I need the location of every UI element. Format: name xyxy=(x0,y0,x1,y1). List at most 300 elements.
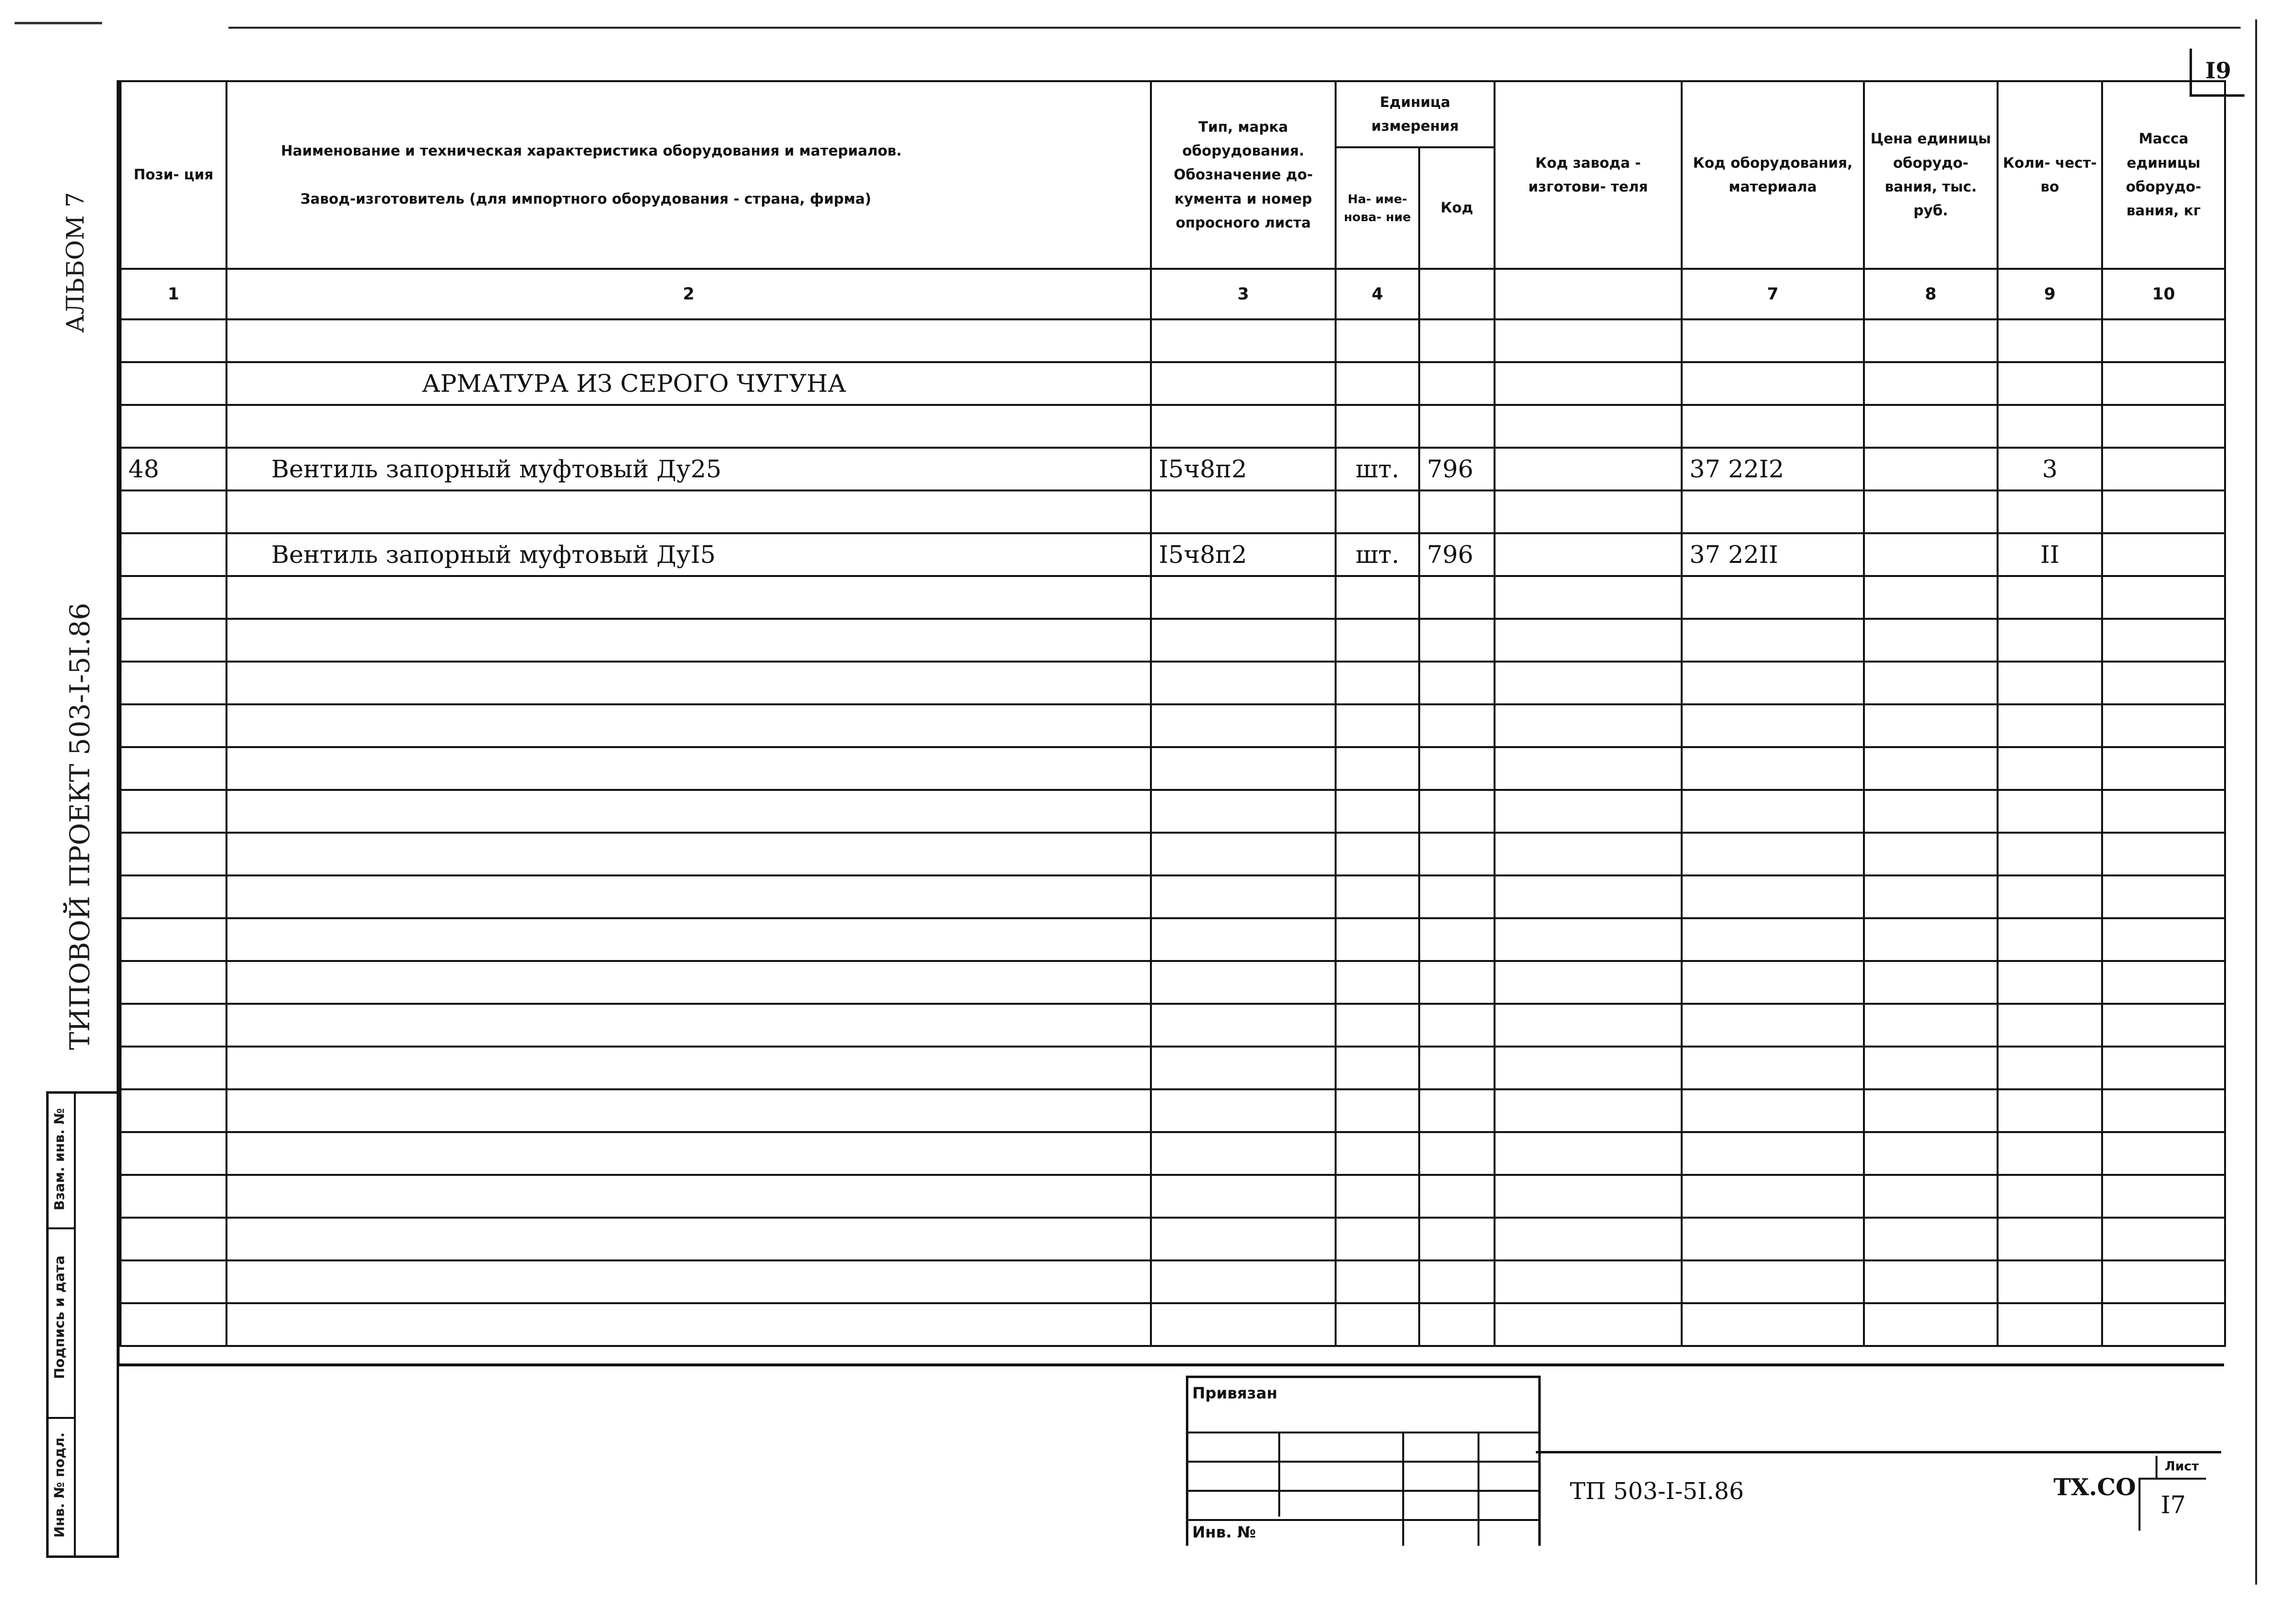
cell-empty xyxy=(121,918,226,961)
inv-no-label: Инв. № xyxy=(1192,1523,1256,1541)
header-position: Пози- ция xyxy=(121,81,226,269)
header-mass: Масса единицы оборудо- вания, кг xyxy=(2102,81,2225,269)
cell-empty xyxy=(1998,875,2102,918)
cell-mass xyxy=(2102,490,2225,533)
cell-empty xyxy=(1682,961,1864,1004)
cell-empty xyxy=(1864,619,1998,662)
cell-empty xyxy=(1682,918,1864,961)
cell-empty xyxy=(2102,1089,2225,1132)
table-row xyxy=(121,918,2225,961)
cell-material-code xyxy=(1682,319,1864,362)
cell-empty xyxy=(226,704,1151,747)
cell-empty xyxy=(1495,747,1682,790)
document-code: ТП 503-I-5I.86 xyxy=(1570,1478,1744,1505)
cell-empty xyxy=(1151,875,1336,918)
cell-empty xyxy=(226,1175,1151,1218)
cell-price xyxy=(1864,319,1998,362)
cell-empty xyxy=(2102,662,2225,704)
cell-empty xyxy=(1151,1260,1336,1303)
cell-empty xyxy=(226,961,1151,1004)
cell-empty xyxy=(1864,918,1998,961)
cell-empty xyxy=(1998,747,2102,790)
cell-empty xyxy=(1495,619,1682,662)
cell-empty xyxy=(1682,1004,1864,1047)
cell-empty xyxy=(1419,1260,1495,1303)
cell-position xyxy=(121,533,226,576)
cell-price xyxy=(1864,533,1998,576)
top-border-line xyxy=(228,27,2241,29)
cell-empty xyxy=(2102,1047,2225,1089)
cell-empty xyxy=(1864,1089,1998,1132)
cell-empty xyxy=(1336,833,1419,875)
cell-unit-code xyxy=(1419,405,1495,448)
cell-empty xyxy=(1864,875,1998,918)
cell-empty xyxy=(121,961,226,1004)
cell-empty xyxy=(1419,1132,1495,1175)
cell-empty xyxy=(1419,619,1495,662)
cell-position: 48 xyxy=(121,448,226,490)
cell-empty xyxy=(1336,619,1419,662)
cell-empty xyxy=(226,790,1151,833)
cell-empty xyxy=(226,1047,1151,1089)
table-row xyxy=(121,1218,2225,1260)
page-number: I9 xyxy=(2190,49,2244,97)
cell-empty xyxy=(1151,1303,1336,1346)
cell-quantity: II xyxy=(1998,533,2102,576)
table-row xyxy=(121,833,2225,875)
cell-empty xyxy=(121,662,226,704)
sheet-number: I7 xyxy=(2139,1478,2206,1531)
cell-empty xyxy=(121,1218,226,1260)
cell-empty xyxy=(1998,619,2102,662)
cell-empty xyxy=(1495,1218,1682,1260)
cell-empty xyxy=(121,875,226,918)
cell-empty xyxy=(1864,704,1998,747)
table-row xyxy=(121,533,2225,576)
cell-factory-code xyxy=(1495,319,1682,362)
cell-empty xyxy=(1864,961,1998,1004)
header-quantity: Коли- чест- во xyxy=(1998,81,2102,269)
cell-empty xyxy=(121,1089,226,1132)
cell-empty xyxy=(2102,918,2225,961)
cell-empty xyxy=(1336,790,1419,833)
header-material-code: Код оборудования, материала xyxy=(1682,81,1864,269)
cell-empty xyxy=(1419,576,1495,619)
cell-empty xyxy=(1151,1132,1336,1175)
cell-empty xyxy=(1419,1303,1495,1346)
column-number-2: 2 xyxy=(226,269,1151,319)
cell-empty xyxy=(2102,576,2225,619)
cell-unit-code: 796 xyxy=(1419,448,1495,490)
cell-mass xyxy=(2102,405,2225,448)
cell-type: I5ч8п2 xyxy=(1151,448,1336,490)
cell-empty xyxy=(1495,1303,1682,1346)
cell-empty xyxy=(1419,1089,1495,1132)
cell-mass xyxy=(2102,448,2225,490)
cell-empty xyxy=(1336,704,1419,747)
table-row xyxy=(121,405,2225,448)
cell-empty xyxy=(1998,1175,2102,1218)
cell-price xyxy=(1864,490,1998,533)
cell-empty xyxy=(226,875,1151,918)
cell-empty xyxy=(1419,1004,1495,1047)
cell-position xyxy=(121,490,226,533)
title-block xyxy=(1536,1451,2221,1548)
cell-material-code: 37 22II xyxy=(1682,533,1864,576)
cell-empty xyxy=(1998,1089,2102,1132)
table-row xyxy=(121,790,2225,833)
cell-empty xyxy=(2102,1218,2225,1260)
cell-empty xyxy=(226,576,1151,619)
cell-empty xyxy=(1495,576,1682,619)
cell-type xyxy=(1151,490,1336,533)
cell-position xyxy=(121,405,226,448)
cell-empty xyxy=(2102,619,2225,662)
table-row xyxy=(121,747,2225,790)
cell-empty xyxy=(1419,704,1495,747)
cell-empty xyxy=(1998,833,2102,875)
cell-unit-code xyxy=(1419,362,1495,405)
cell-empty xyxy=(1495,833,1682,875)
cell-type xyxy=(1151,405,1336,448)
cell-empty xyxy=(2102,1175,2225,1218)
cell-empty xyxy=(1682,1132,1864,1175)
cell-empty xyxy=(2102,875,2225,918)
cell-empty xyxy=(1998,1260,2102,1303)
cell-empty xyxy=(1336,1047,1419,1089)
header-name-line2: Завод-изготовитель (для импортного оборудования - страна, фирма) xyxy=(300,191,871,207)
cell-empty xyxy=(1336,918,1419,961)
table-row xyxy=(121,319,2225,362)
cell-empty xyxy=(2102,961,2225,1004)
table-row xyxy=(121,1004,2225,1047)
cell-empty xyxy=(121,1004,226,1047)
cell-factory-code xyxy=(1495,490,1682,533)
cell-factory-code xyxy=(1495,448,1682,490)
cell-material-code xyxy=(1682,362,1864,405)
document-mark: ТХ.СО xyxy=(2053,1474,2136,1501)
cell-empty xyxy=(1151,662,1336,704)
table-row xyxy=(121,448,2225,490)
cell-empty xyxy=(121,576,226,619)
cell-empty xyxy=(1495,961,1682,1004)
table-row xyxy=(121,1089,2225,1132)
cell-empty xyxy=(1998,1218,2102,1260)
cell-quantity xyxy=(1998,405,2102,448)
cell-empty xyxy=(1495,918,1682,961)
cell-empty xyxy=(1682,1218,1864,1260)
cell-position xyxy=(121,319,226,362)
cell-empty xyxy=(121,747,226,790)
cell-empty xyxy=(226,662,1151,704)
cell-empty xyxy=(121,1047,226,1089)
cell-empty xyxy=(1495,1004,1682,1047)
project-label: ТИПОВОЙ ПРОЕКТ 503-I-5I.86 xyxy=(64,602,96,1050)
cell-empty xyxy=(1151,619,1336,662)
album-label: АЛЬБОМ 7 xyxy=(61,192,89,333)
cell-empty xyxy=(1864,1004,1998,1047)
table-row xyxy=(121,362,2225,405)
header-unit-code: Код xyxy=(1419,147,1495,269)
cell-empty xyxy=(1336,1089,1419,1132)
cell-mass xyxy=(2102,362,2225,405)
column-number-6 xyxy=(1495,269,1682,319)
header-name-line1: Наименование и техническая характеристика оборудования и материалов. xyxy=(281,142,902,159)
cell-empty xyxy=(1151,790,1336,833)
cell-unit xyxy=(1336,490,1419,533)
column-number-7: 7 xyxy=(1682,269,1864,319)
cell-empty xyxy=(1151,1004,1336,1047)
cell-empty xyxy=(1682,747,1864,790)
cell-empty xyxy=(226,1004,1151,1047)
cell-empty xyxy=(1495,1047,1682,1089)
cell-empty xyxy=(1419,1175,1495,1218)
sheet-number-box xyxy=(2139,1456,2199,1534)
cell-empty xyxy=(226,1260,1151,1303)
cell-empty xyxy=(1495,662,1682,704)
cell-name xyxy=(226,405,1151,448)
cell-empty xyxy=(1336,961,1419,1004)
column-number-1: 1 xyxy=(121,269,226,319)
column-number-row xyxy=(121,269,2225,319)
cell-empty xyxy=(1864,833,1998,875)
cell-empty xyxy=(1419,662,1495,704)
cell-factory-code xyxy=(1495,362,1682,405)
cell-empty xyxy=(1864,747,1998,790)
cell-empty xyxy=(2102,704,2225,747)
scan-mark xyxy=(15,22,102,24)
cell-empty xyxy=(1998,1047,2102,1089)
cell-empty xyxy=(2102,790,2225,833)
cell-price xyxy=(1864,405,1998,448)
cell-empty xyxy=(1151,918,1336,961)
cell-empty xyxy=(1419,918,1495,961)
cell-empty xyxy=(1864,1303,1998,1346)
signature-label: Подпись и дата xyxy=(51,1255,68,1380)
cell-empty xyxy=(1998,1132,2102,1175)
cell-empty xyxy=(1682,1089,1864,1132)
cell-empty xyxy=(1864,1218,1998,1260)
cell-price xyxy=(1864,448,1998,490)
table-row xyxy=(121,1047,2225,1089)
cell-type xyxy=(1151,319,1336,362)
header-type: Тип, марка оборудования. Обозначение до- кумента и номер опросного листа xyxy=(1151,81,1336,269)
table-row xyxy=(121,662,2225,704)
column-number-9: 9 xyxy=(1998,269,2102,319)
cell-empty xyxy=(1419,1218,1495,1260)
cell-empty xyxy=(1336,1260,1419,1303)
table-row xyxy=(121,1303,2225,1346)
cell-mass xyxy=(2102,319,2225,362)
cell-empty xyxy=(121,1303,226,1346)
cell-empty xyxy=(1682,704,1864,747)
cell-unit: шт. xyxy=(1336,448,1419,490)
cell-empty xyxy=(226,747,1151,790)
cell-empty xyxy=(1495,1089,1682,1132)
cell-quantity xyxy=(1998,319,2102,362)
table-row xyxy=(121,1132,2225,1175)
cell-empty xyxy=(1151,747,1336,790)
cell-name: Вентиль запорный муфтовый ДуI5 xyxy=(226,533,1151,576)
cell-empty xyxy=(1151,1089,1336,1132)
cell-empty xyxy=(2102,833,2225,875)
cell-empty xyxy=(2102,747,2225,790)
cell-empty xyxy=(1336,1303,1419,1346)
cell-unit-code xyxy=(1419,319,1495,362)
cell-empty xyxy=(1682,576,1864,619)
cell-empty xyxy=(2102,1260,2225,1303)
cell-empty xyxy=(1336,747,1419,790)
column-number-5 xyxy=(1419,269,1495,319)
cell-empty xyxy=(1151,1175,1336,1218)
cell-empty xyxy=(1336,1175,1419,1218)
cell-quantity xyxy=(1998,490,2102,533)
cell-empty xyxy=(1864,790,1998,833)
cell-name: АРМАТУРА ИЗ СЕРОГО ЧУГУНА xyxy=(226,362,1151,405)
cell-empty xyxy=(1682,1303,1864,1346)
cell-empty xyxy=(121,790,226,833)
cell-empty xyxy=(1495,790,1682,833)
column-number-3: 3 xyxy=(1151,269,1336,319)
column-number-4: 4 xyxy=(1336,269,1419,319)
cell-material-code xyxy=(1682,405,1864,448)
cell-empty xyxy=(2102,1004,2225,1047)
cell-empty xyxy=(121,704,226,747)
cell-material-code xyxy=(1682,490,1864,533)
cell-empty xyxy=(121,1260,226,1303)
cell-type: I5ч8п2 xyxy=(1151,533,1336,576)
cell-empty xyxy=(1419,833,1495,875)
specification-sheet xyxy=(117,80,2224,1366)
table-row xyxy=(121,1260,2225,1303)
column-number-10: 10 xyxy=(2102,269,2225,319)
cell-empty xyxy=(1151,1047,1336,1089)
cell-empty xyxy=(226,619,1151,662)
header-unit-group: Единица измерения xyxy=(1336,81,1495,147)
cell-empty xyxy=(1998,1004,2102,1047)
vzam-label: Взам. инв. № xyxy=(51,1108,68,1211)
cell-empty xyxy=(1682,790,1864,833)
cell-empty xyxy=(1151,1218,1336,1260)
cell-quantity xyxy=(1998,362,2102,405)
cell-empty xyxy=(121,1175,226,1218)
cell-empty xyxy=(226,1218,1151,1260)
cell-empty xyxy=(1682,1175,1864,1218)
cell-empty xyxy=(1682,875,1864,918)
table-row xyxy=(121,961,2225,1004)
cell-empty xyxy=(1682,1260,1864,1303)
cell-empty xyxy=(1864,1175,1998,1218)
cell-type xyxy=(1151,362,1336,405)
cell-empty xyxy=(1864,1132,1998,1175)
cell-empty xyxy=(1336,576,1419,619)
cell-empty xyxy=(1998,918,2102,961)
header-factory-code: Код завода - изготови- теля xyxy=(1495,81,1682,269)
table-row xyxy=(121,490,2225,533)
table-row xyxy=(121,875,2225,918)
cell-unit-code: 796 xyxy=(1419,533,1495,576)
inv-podl-label: Инв. № подл. xyxy=(51,1432,68,1538)
cell-position xyxy=(121,362,226,405)
cell-unit-code xyxy=(1419,490,1495,533)
cell-empty xyxy=(1864,1260,1998,1303)
cell-empty xyxy=(1419,1047,1495,1089)
cell-empty xyxy=(1682,833,1864,875)
cell-empty xyxy=(1336,1218,1419,1260)
cell-empty xyxy=(1419,961,1495,1004)
cell-name: Вентиль запорный муфтовый Ду25 xyxy=(226,448,1151,490)
table-row xyxy=(121,1175,2225,1218)
cell-unit xyxy=(1336,362,1419,405)
cell-empty xyxy=(226,1089,1151,1132)
cell-empty xyxy=(1151,833,1336,875)
cell-empty xyxy=(121,619,226,662)
cell-empty xyxy=(1419,790,1495,833)
cell-empty xyxy=(1495,704,1682,747)
cell-quantity: 3 xyxy=(1998,448,2102,490)
cell-empty xyxy=(1864,662,1998,704)
right-edge-line xyxy=(2255,19,2257,1585)
cell-empty xyxy=(1495,875,1682,918)
header-price: Цена единицы оборудо- вания, тыс. руб. xyxy=(1864,81,1998,269)
cell-name xyxy=(226,319,1151,362)
cell-unit: шт. xyxy=(1336,533,1419,576)
header-unit-name: На- име- нова- ние xyxy=(1336,147,1419,269)
cell-unit xyxy=(1336,319,1419,362)
header-name xyxy=(226,81,1151,269)
cell-price xyxy=(1864,362,1998,405)
cell-empty xyxy=(226,918,1151,961)
cell-empty xyxy=(226,1132,1151,1175)
privyazan-label: Привязан xyxy=(1192,1384,1278,1402)
cell-factory-code xyxy=(1495,405,1682,448)
cell-empty xyxy=(1336,1132,1419,1175)
cell-empty xyxy=(1864,576,1998,619)
cell-empty xyxy=(1682,662,1864,704)
cell-empty xyxy=(121,1132,226,1175)
cell-empty xyxy=(121,833,226,875)
sheet-label: Лист xyxy=(2156,1456,2206,1480)
cell-mass xyxy=(2102,533,2225,576)
cell-empty xyxy=(1336,875,1419,918)
cell-empty xyxy=(1495,1175,1682,1218)
cell-empty xyxy=(1998,790,2102,833)
binding-stamp xyxy=(1186,1376,1541,1546)
cell-empty xyxy=(1419,747,1495,790)
cell-empty xyxy=(1151,961,1336,1004)
specification-table xyxy=(120,80,2226,1347)
table-row xyxy=(121,704,2225,747)
cell-empty xyxy=(1682,1047,1864,1089)
cell-empty xyxy=(1998,576,2102,619)
cell-empty xyxy=(1336,1004,1419,1047)
cell-empty xyxy=(1151,576,1336,619)
cell-factory-code xyxy=(1495,533,1682,576)
cell-empty xyxy=(1336,662,1419,704)
cell-empty xyxy=(1998,662,2102,704)
cell-empty xyxy=(1998,1303,2102,1346)
cell-name xyxy=(226,490,1151,533)
cell-empty xyxy=(2102,1303,2225,1346)
cell-unit xyxy=(1336,405,1419,448)
cell-empty xyxy=(226,1303,1151,1346)
cell-empty xyxy=(1495,1132,1682,1175)
table-row xyxy=(121,576,2225,619)
cell-empty xyxy=(1864,1047,1998,1089)
cell-empty xyxy=(1151,704,1336,747)
cell-empty xyxy=(1682,619,1864,662)
cell-empty xyxy=(1998,961,2102,1004)
